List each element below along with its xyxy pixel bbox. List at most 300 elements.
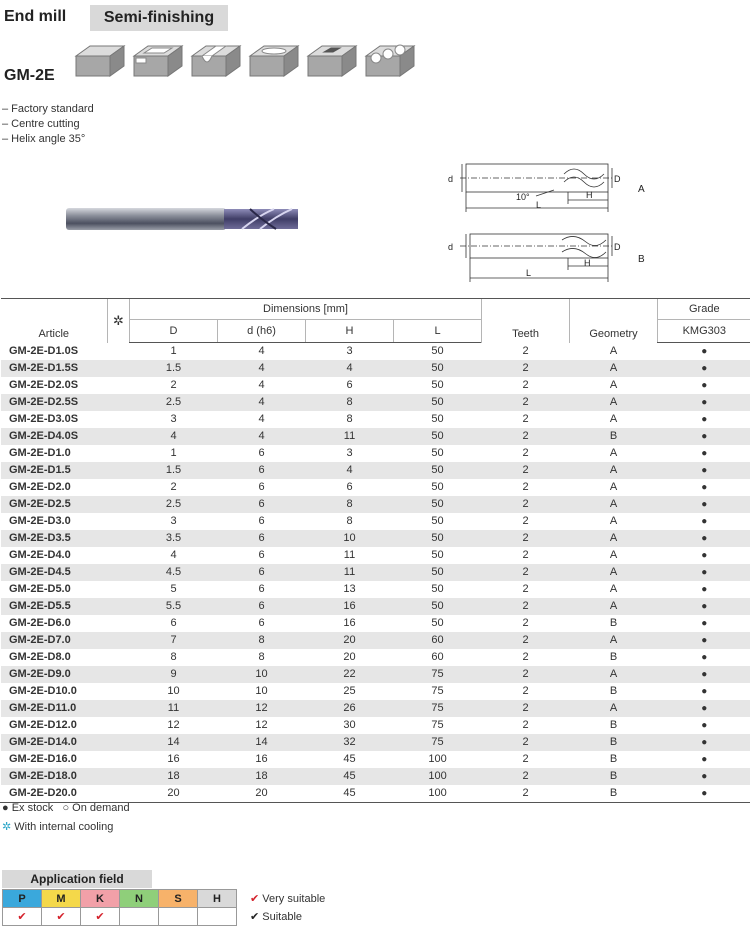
cell-article: GM-2E-D4.0S <box>1 428 108 445</box>
cell-grade: ● <box>658 598 750 615</box>
cell-L: 50 <box>431 583 444 595</box>
cooling-cell <box>108 530 130 547</box>
cell-D: 9 <box>130 666 218 683</box>
cell-teeth: 2 <box>482 632 570 649</box>
cell-grade: ● <box>701 618 708 629</box>
cell-d: 4 <box>218 428 306 445</box>
cooling-cell <box>108 768 130 785</box>
cell-H: 8 <box>306 496 394 513</box>
cell-geometry: A <box>609 515 618 527</box>
cell-article: GM-2E-D16.0 <box>9 753 77 765</box>
cell-D: 2 <box>170 481 177 493</box>
cell-H: 8 <box>346 413 353 425</box>
cell-L: 50 <box>394 394 482 411</box>
table-row <box>1 343 750 361</box>
cell-article: GM-2E-D3.0S <box>9 413 79 425</box>
cell-geometry: A <box>570 496 658 513</box>
cell-H: 22 <box>306 666 394 683</box>
cell-d: 6 <box>258 617 265 629</box>
cell-grade: ● <box>701 414 708 425</box>
cell-D: 20 <box>130 785 218 803</box>
cell-article: GM-2E-D1.0 <box>9 447 71 459</box>
cooling-cell <box>108 360 130 377</box>
cell-grade: ● <box>701 448 708 459</box>
table-row <box>1 785 750 803</box>
cell-L: 50 <box>394 496 482 513</box>
cell-D: 1 <box>170 447 177 459</box>
cell-geometry: B <box>570 785 658 803</box>
suitability-mark <box>120 908 159 926</box>
column-header-teeth: Teeth <box>482 299 570 343</box>
cell-L: 50 <box>394 428 482 445</box>
cell-D: 1 <box>170 345 177 357</box>
cell-teeth: 2 <box>482 734 570 751</box>
cell-teeth: 2 <box>522 379 529 391</box>
table-row <box>1 428 750 445</box>
cell-d: 10 <box>255 685 268 697</box>
cell-teeth: 2 <box>522 481 529 493</box>
cell-H: 16 <box>306 598 394 615</box>
cell-geometry: B <box>609 617 618 629</box>
cell-H: 13 <box>343 583 356 595</box>
table-row <box>1 411 750 428</box>
cell-grade: ● <box>701 584 708 595</box>
cell-geometry: A <box>570 632 658 649</box>
cooling-cell <box>108 785 130 803</box>
column-header-H: H <box>306 320 394 343</box>
table-row <box>1 768 750 785</box>
cell-H: 6 <box>346 379 353 391</box>
cell-article: GM-2E-D9.0 <box>1 666 108 683</box>
cell-D: 3 <box>170 413 177 425</box>
table-row <box>1 751 750 768</box>
suitability-mark <box>159 908 198 926</box>
cell-teeth: 2 <box>522 583 529 595</box>
cell-teeth: 2 <box>482 496 570 513</box>
cell-geometry: A <box>609 583 618 595</box>
cell-grade: ● <box>701 720 708 731</box>
table-row <box>1 479 750 496</box>
cell-H: 3 <box>346 345 353 357</box>
cell-L: 50 <box>431 515 444 527</box>
cell-grade: ● <box>658 666 750 683</box>
cell-D: 18 <box>130 768 218 785</box>
cooling-cell <box>108 343 130 361</box>
cell-L: 75 <box>394 666 482 683</box>
cell-L: 50 <box>431 481 444 493</box>
table-body <box>1 343 750 803</box>
black-check-icon: ✔ <box>250 911 260 923</box>
cell-H: 20 <box>306 632 394 649</box>
cell-H: 11 <box>306 564 394 581</box>
cell-H: 11 <box>306 428 394 445</box>
table-row <box>1 615 750 632</box>
table-row <box>1 683 750 700</box>
cell-article: GM-2E-D8.0 <box>9 651 71 663</box>
cooling-cell <box>108 462 130 479</box>
cell-L: 50 <box>394 462 482 479</box>
cell-teeth: 2 <box>522 344 529 357</box>
cell-geometry: A <box>570 700 658 717</box>
cell-H: 20 <box>343 651 356 663</box>
very-suitable-legend <box>250 892 325 905</box>
cooling-cell <box>108 547 130 564</box>
diagram-D-label: D <box>614 174 621 184</box>
cell-d: 6 <box>258 549 265 561</box>
feature-line: – Helix angle 35° <box>2 133 86 145</box>
cell-geometry: A <box>609 379 618 391</box>
cell-d: 6 <box>218 530 306 547</box>
table-row <box>1 717 750 734</box>
cell-d: 6 <box>258 583 265 595</box>
diagram-H-label: H <box>586 190 593 200</box>
cell-D: 4.5 <box>130 564 218 581</box>
cell-teeth: 2 <box>482 785 570 803</box>
cooling-cell <box>108 564 130 581</box>
table-row <box>1 496 750 513</box>
model-code: GM-2E <box>4 67 55 84</box>
cell-D: 2.5 <box>130 496 218 513</box>
cell-teeth: 2 <box>482 462 570 479</box>
cell-article: GM-2E-D4.5 <box>1 564 108 581</box>
cell-L: 50 <box>431 549 444 561</box>
cell-d: 6 <box>218 564 306 581</box>
cell-grade: ● <box>701 516 708 527</box>
cell-article: GM-2E-D2.5S <box>1 394 108 411</box>
cell-grade: ● <box>701 380 708 391</box>
diagram-L-label: L <box>536 200 542 210</box>
cell-L: 75 <box>394 734 482 751</box>
cell-D: 6 <box>170 617 177 629</box>
table-row <box>1 394 750 411</box>
cell-article: GM-2E-D3.0 <box>9 515 71 527</box>
internal-cooling-icon: ✲ <box>2 821 12 833</box>
table-row <box>1 445 750 462</box>
cooling-cell <box>108 649 130 666</box>
cell-d: 8 <box>258 651 265 663</box>
cell-geometry: B <box>570 734 658 751</box>
diagram-angle-label: 10° <box>516 192 530 202</box>
cooling-cell <box>108 394 130 411</box>
cell-teeth: 2 <box>482 530 570 547</box>
cell-geometry: A <box>570 564 658 581</box>
cell-geometry: A <box>570 360 658 377</box>
material-group-N: N <box>120 890 159 908</box>
cell-teeth: 2 <box>482 598 570 615</box>
cell-grade: ● <box>701 482 708 493</box>
cell-L: 50 <box>431 447 444 459</box>
cooling-cell <box>108 377 130 394</box>
cell-d: 8 <box>218 632 306 649</box>
cooling-cell <box>108 513 130 530</box>
cell-H: 45 <box>306 768 394 785</box>
suitability-mark: ✔ <box>42 908 81 926</box>
cell-D: 10 <box>167 685 180 697</box>
feature-line: – Centre cutting <box>2 118 80 130</box>
table-row <box>1 598 750 615</box>
cell-D: 3.5 <box>130 530 218 547</box>
table-row <box>1 666 750 683</box>
cell-L: 50 <box>431 617 444 629</box>
suitability-mark: ✔ <box>3 908 42 926</box>
cell-grade: ● <box>658 768 750 785</box>
cell-d: 14 <box>218 734 306 751</box>
cooling-legend-text: With internal cooling <box>14 821 114 833</box>
cell-teeth: 2 <box>482 700 570 717</box>
cell-article: GM-2E-D12.0 <box>9 719 77 731</box>
cell-article: GM-2E-D4.0 <box>9 549 71 561</box>
cell-article: GM-2E-D1.5S <box>1 360 108 377</box>
cell-grade: ● <box>701 686 708 697</box>
cell-d: 6 <box>258 447 265 459</box>
cell-article: GM-2E-D1.0S <box>9 344 79 357</box>
cooling-cell <box>108 632 130 649</box>
cell-teeth: 2 <box>522 447 529 459</box>
cell-D: 1.5 <box>130 462 218 479</box>
cell-L: 60 <box>394 632 482 649</box>
cooling-cell <box>108 428 130 445</box>
cell-geometry: A <box>570 666 658 683</box>
cell-grade: ● <box>701 754 708 765</box>
cell-D: 3 <box>170 515 177 527</box>
cell-L: 50 <box>394 360 482 377</box>
cell-d: 10 <box>218 666 306 683</box>
cell-geometry: A <box>609 344 618 357</box>
cooling-cell <box>108 411 130 428</box>
cell-teeth: 2 <box>482 428 570 445</box>
cell-article: GM-2E-D2.0S <box>9 379 79 391</box>
cell-D: 5.5 <box>130 598 218 615</box>
cooling-cell <box>108 598 130 615</box>
cell-article: GM-2E-D3.5 <box>1 530 108 547</box>
cell-geometry: B <box>609 753 618 765</box>
cell-H: 4 <box>306 360 394 377</box>
cell-d: 6 <box>258 481 265 493</box>
material-group-M: M <box>42 890 81 908</box>
cell-article: GM-2E-D2.5 <box>1 496 108 513</box>
table-row <box>1 462 750 479</box>
cell-D: 1.5 <box>130 360 218 377</box>
cell-teeth: 2 <box>482 768 570 785</box>
cell-teeth: 2 <box>522 413 529 425</box>
very-suitable-text: Very suitable <box>262 893 326 905</box>
cell-grade: ● <box>658 632 750 649</box>
cooling-cell <box>108 666 130 683</box>
suitable-legend <box>250 910 302 923</box>
cell-L: 100 <box>394 785 482 803</box>
table-row <box>1 649 750 666</box>
cell-teeth: 2 <box>482 666 570 683</box>
diagram-A-label: A <box>638 184 645 195</box>
cell-D: 11 <box>130 700 218 717</box>
cell-d: 18 <box>218 768 306 785</box>
cell-geometry: A <box>609 447 618 459</box>
cell-D: 14 <box>130 734 218 751</box>
cell-H: 26 <box>306 700 394 717</box>
cooling-cell <box>108 700 130 717</box>
cell-H: 6 <box>346 481 353 493</box>
cooling-legend <box>2 820 113 833</box>
table-row <box>1 700 750 717</box>
cell-H: 16 <box>343 617 356 629</box>
block-plain-icon <box>72 42 126 80</box>
cell-grade: ● <box>658 700 750 717</box>
cell-geometry: A <box>609 413 618 425</box>
cell-d: 20 <box>218 785 306 803</box>
cell-article: GM-2E-D20.0 <box>1 785 108 803</box>
cell-d: 6 <box>218 598 306 615</box>
cell-D: 7 <box>130 632 218 649</box>
cell-H: 8 <box>346 515 353 527</box>
diagram-D-label: D <box>614 242 621 252</box>
cell-geometry: A <box>570 462 658 479</box>
column-header-d: d (h6) <box>218 320 306 343</box>
cell-geometry: A <box>570 394 658 411</box>
cell-article: GM-2E-D14.0 <box>1 734 108 751</box>
cell-article: GM-2E-D11.0 <box>1 700 108 717</box>
cell-L: 100 <box>394 768 482 785</box>
diagram-d-label: d <box>448 174 454 184</box>
cooling-cell <box>108 496 130 513</box>
cell-geometry: A <box>570 530 658 547</box>
column-header-L: L <box>394 320 482 343</box>
material-group-P: P <box>3 890 42 908</box>
suitable-text: Suitable <box>262 911 303 923</box>
cell-d: 4 <box>218 360 306 377</box>
material-group-H: H <box>198 890 237 908</box>
cell-teeth: 2 <box>522 549 529 561</box>
cell-grade: ● <box>658 496 750 513</box>
cell-teeth: 2 <box>522 515 529 527</box>
cell-d: 16 <box>255 753 268 765</box>
cell-L: 75 <box>431 719 444 731</box>
cooling-cell <box>108 445 130 462</box>
cooling-cell <box>108 683 130 700</box>
cell-D: 8 <box>170 651 177 663</box>
cell-D: 5 <box>170 583 177 595</box>
cell-d: 6 <box>218 496 306 513</box>
cell-teeth: 2 <box>522 719 529 731</box>
cell-H: 30 <box>343 719 356 731</box>
table-row <box>1 360 750 377</box>
dimension-diagram <box>444 160 654 288</box>
cell-d: 6 <box>218 462 306 479</box>
cell-L: 75 <box>431 685 444 697</box>
cell-grade: ● <box>658 530 750 547</box>
cell-teeth: 2 <box>522 753 529 765</box>
cooling-cell <box>108 479 130 496</box>
cell-teeth: 2 <box>522 617 529 629</box>
dimensions-group-header: Dimensions [mm] <box>130 299 482 320</box>
cell-grade: ● <box>658 360 750 377</box>
column-header-article: Article <box>1 299 108 343</box>
cooling-cell <box>108 615 130 632</box>
block-keyway-icon <box>304 42 358 80</box>
cell-article: GM-2E-D18.0 <box>1 768 108 785</box>
block-profile-icon <box>362 42 416 80</box>
cell-article: GM-2E-D5.0 <box>9 583 71 595</box>
cell-D: 12 <box>167 719 180 731</box>
cell-H: 11 <box>343 549 356 561</box>
cooling-cell <box>108 581 130 598</box>
cell-H: 45 <box>306 785 394 803</box>
diagram-L-label: L <box>526 268 532 278</box>
cell-article: GM-2E-D6.0 <box>9 617 71 629</box>
cell-d: 12 <box>218 700 306 717</box>
table-row <box>1 581 750 598</box>
cell-article: GM-2E-D10.0 <box>9 685 77 697</box>
cell-d: 4 <box>258 345 265 357</box>
cell-H: 8 <box>306 394 394 411</box>
material-group-S: S <box>159 890 198 908</box>
cell-d: 4 <box>218 394 306 411</box>
table-row <box>1 734 750 751</box>
cell-d: 4 <box>258 379 265 391</box>
cell-grade: ● <box>658 428 750 445</box>
cell-grade: ● <box>658 785 750 803</box>
table-row <box>1 547 750 564</box>
ex-stock-legend: ● Ex stock <box>2 802 54 814</box>
cell-geometry: B <box>609 719 618 731</box>
cell-L: 50 <box>394 598 482 615</box>
suitability-mark <box>198 908 237 926</box>
cell-L: 50 <box>431 379 444 391</box>
column-header-geometry: Geometry <box>570 299 658 343</box>
on-demand-legend: ○ On demand <box>62 802 130 814</box>
specification-table <box>0 298 750 803</box>
table-row <box>1 377 750 394</box>
cell-grade: ● <box>658 734 750 751</box>
diagram-B-label: B <box>638 254 645 265</box>
cell-teeth: 2 <box>482 394 570 411</box>
cooling-cell <box>108 734 130 751</box>
product-category-title: End mill <box>4 8 67 25</box>
operation-icons <box>72 42 416 82</box>
cell-teeth: 2 <box>522 685 529 697</box>
table-row <box>1 530 750 547</box>
cell-article: GM-2E-D7.0 <box>1 632 108 649</box>
cell-L: 100 <box>428 753 447 765</box>
end-mill-photo <box>62 198 302 238</box>
cell-d: 12 <box>255 719 268 731</box>
cell-H: 32 <box>306 734 394 751</box>
cell-geometry: B <box>609 685 618 697</box>
cell-d: 4 <box>258 413 265 425</box>
cell-teeth: 2 <box>482 360 570 377</box>
cell-D: 16 <box>167 753 180 765</box>
cell-grade: ● <box>658 564 750 581</box>
cell-D: 2 <box>170 379 177 391</box>
cooling-cell <box>108 751 130 768</box>
cell-H: 25 <box>343 685 356 697</box>
cell-grade: ● <box>701 652 708 663</box>
column-header-D: D <box>130 320 218 343</box>
block-slot-icon <box>130 42 184 80</box>
cooling-column-icon: ✲ <box>108 299 130 343</box>
cell-H: 3 <box>346 447 353 459</box>
finishing-type-tag: Semi-finishing <box>90 5 228 31</box>
cell-D: 2.5 <box>130 394 218 411</box>
cell-D: 4 <box>170 549 177 561</box>
cell-teeth: 2 <box>522 651 529 663</box>
cell-article: GM-2E-D1.5 <box>1 462 108 479</box>
stock-legend <box>2 802 130 814</box>
cell-L: 50 <box>431 345 444 357</box>
table-row <box>1 513 750 530</box>
cell-article: GM-2E-D5.5 <box>1 598 108 615</box>
grade-group-header: Grade <box>658 299 750 320</box>
cell-geometry: B <box>570 428 658 445</box>
